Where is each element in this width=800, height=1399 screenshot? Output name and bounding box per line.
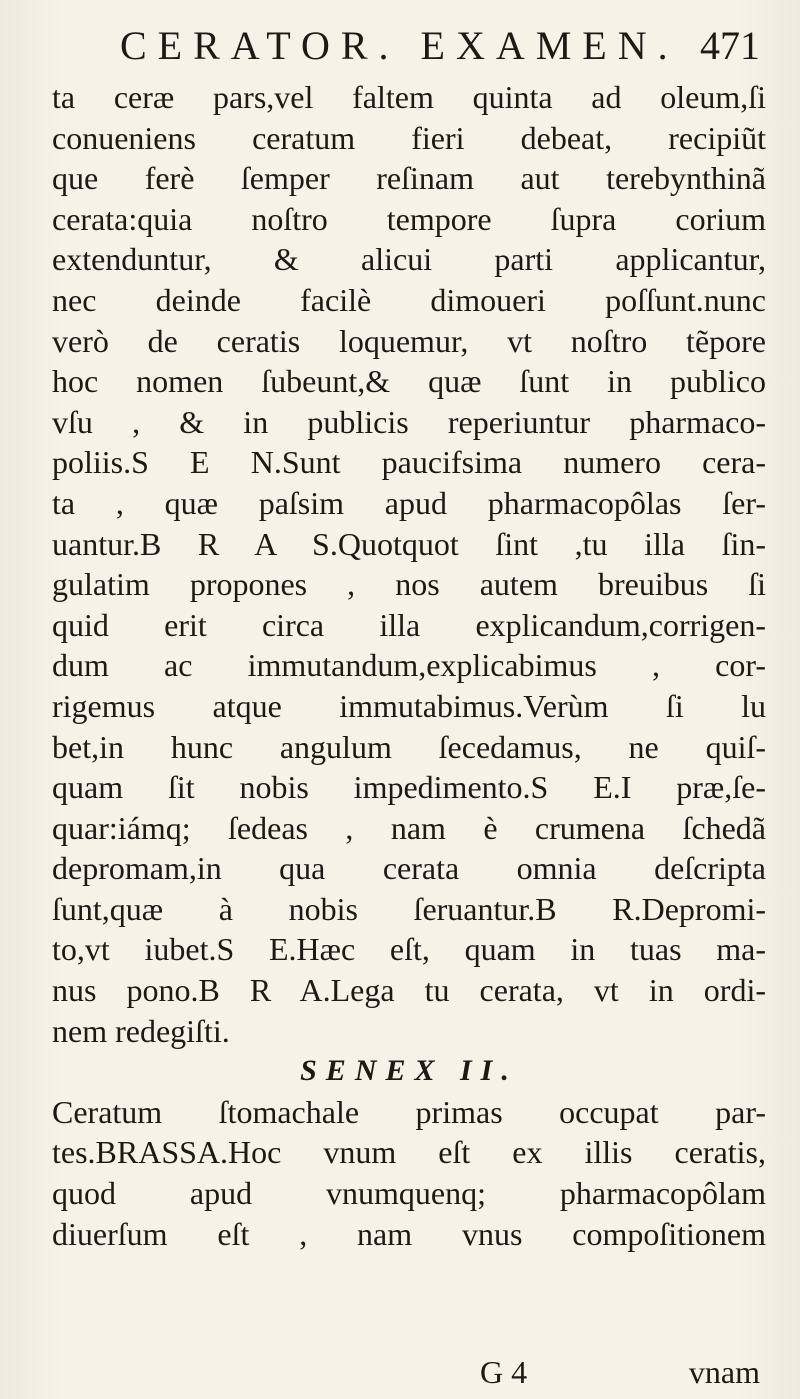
text-line: verò de ceratis loquemur, vt noſtro tẽpore: [52, 322, 766, 359]
text-line: rigemus atque immutabimus.Verùm ſi lu: [52, 687, 766, 724]
text-line: quod apud vnumquenq; pharmacopôlam: [52, 1175, 766, 1212]
text-line: bet,in hunc angulum ſecedamus, ne quiſ-: [52, 728, 766, 765]
text-line: depromam,in qua cerata omnia deſcripta: [52, 850, 766, 887]
text-line: uantur.B R A S.Quotquot ſint ,tu illa ſin-: [52, 525, 766, 562]
page-number: 471: [700, 23, 760, 68]
running-head: [120, 20, 760, 72]
text-line: que ferè ſemper reſinam aut terebynthinã: [52, 160, 766, 197]
text-line: vſu , & in publicis reperiuntur pharmaco-: [52, 403, 766, 440]
catchline: [480, 1352, 760, 1392]
signature-mark: G 4: [480, 1354, 528, 1390]
text-line: nec deinde facilè dimoueri poſſunt.nunc: [52, 281, 766, 318]
text-line: nus pono.B R A.Lega tu cerata, vt in ordi-: [52, 972, 766, 1009]
text-line: ſunt,quæ à nobis ſeruantur.B R.Depromi-: [52, 890, 766, 927]
text-line: conueniens ceratum fieri debeat, recipiũt: [52, 119, 766, 156]
text-line: cerata:quia noſtro tempore ſupra corium: [52, 200, 766, 237]
text-line: dum ac immutandum,explicabimus , cor-: [52, 647, 766, 684]
text-line: tes.BRASSA.Hoc vnum eſt ex illis ceratis,: [52, 1134, 766, 1171]
section-heading: SENEX II.: [300, 1054, 518, 1088]
body-text: [52, 77, 766, 1254]
text-line: gulatim propones , nos autem breuibus ſi: [52, 566, 766, 603]
text-line: diuerſum eſt , nam vnus compoſitionem: [52, 1215, 766, 1252]
text-line: quam ſit nobis impedimento.S E.I præ,ſe-: [52, 769, 766, 806]
text-line: quid erit circa illa explicandum,corrigen-: [52, 606, 766, 643]
text-line: hoc nomen ſubeunt,& quæ ſunt in publico: [52, 363, 766, 400]
text-line: ta ceræ pars,vel faltem quinta ad oleum,ſi: [52, 79, 766, 115]
running-title: CERATOR. EXAMEN.: [120, 23, 679, 68]
text-line: nem redegiſti.: [52, 1012, 230, 1049]
text-line: poliis.S E N.Sunt paucifsima numero cera-: [52, 444, 766, 481]
text-line: Ceratum ſtomachale primas occupat par-: [52, 1093, 766, 1130]
text-line: ta , quæ paſsim apud pharmacopôlas ſer-: [52, 484, 766, 521]
text-line: extenduntur, & alicui parti applicantur,: [52, 241, 766, 278]
text-line: quar:iámq; ſedeas , nam è crumena ſchedã: [52, 809, 766, 846]
catchword: vnam: [688, 1354, 760, 1390]
text-line: to,vt iubet.S E.Hæc eſt, quam in tuas ma-: [52, 931, 766, 968]
